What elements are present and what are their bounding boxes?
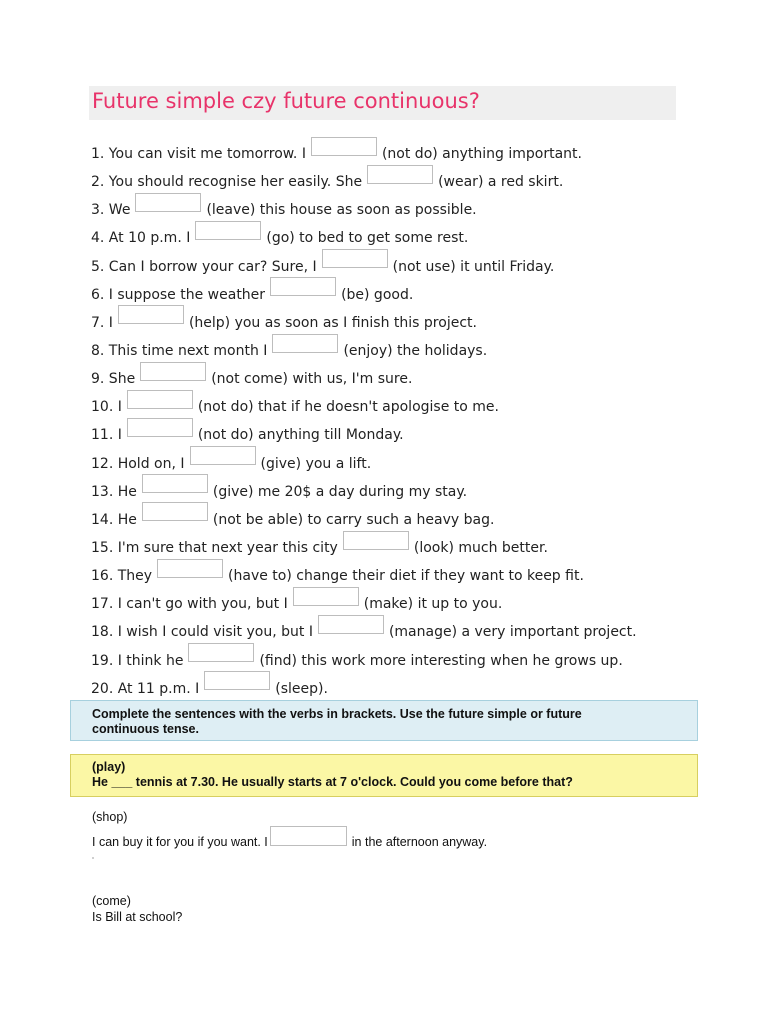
answer-gap[interactable] — [142, 474, 208, 493]
exercise-row — [91, 590, 731, 618]
exercise-text-before: 1. You can visit me tomorrow. I — [91, 146, 306, 163]
part2-before: I can buy it for you if you want. I — [92, 835, 268, 849]
exercise-text-after: (not do) anything important. — [381, 146, 582, 163]
exercise-row — [91, 224, 731, 252]
exercise-text-after: (sleep). — [275, 680, 328, 697]
exercise-text-after: (not use) it until Friday. — [392, 258, 555, 275]
part2-after: in the afternoon anyway. — [351, 835, 488, 849]
exercise-text-after: (not be able) to carry such a heavy bag. — [212, 511, 495, 528]
answer-gap[interactable] — [118, 305, 184, 324]
exercise-row — [91, 309, 731, 337]
exercise-text-after: (leave) this house as soon as possible. — [206, 202, 477, 219]
title-bar — [89, 86, 676, 120]
exercise-text-after: (not do) that if he doesn't apologise to me. — [197, 399, 499, 416]
exercise-text-after: (help) you as soon as I finish this project. — [188, 314, 477, 331]
example-sentence: He ___ tennis at 7.30. He usually starts at 7 o'clock. Could you come before that? — [92, 775, 573, 789]
exercise-text-before: 5. Can I borrow your car? Sure, I — [91, 258, 317, 275]
exercise-text-before: 13. He — [91, 483, 137, 500]
answer-gap[interactable] — [270, 277, 336, 296]
exercise-text-before: 14. He — [91, 511, 137, 528]
answer-gap[interactable] — [140, 362, 206, 381]
exercise-row — [91, 253, 731, 281]
exercise-text-before: 18. I wish I could visit you, but I — [91, 624, 313, 641]
example-verb: (play) — [92, 760, 126, 774]
exercise-text-after: (make) it up to you. — [363, 596, 503, 613]
answer-gap[interactable] — [135, 193, 201, 212]
stray-mark — [92, 857, 94, 859]
exercise-text-before: 12. Hold on, I — [91, 455, 185, 472]
instruction-box — [70, 700, 698, 741]
answer-gap[interactable] — [204, 671, 270, 690]
exercise-text-after: (give) me 20$ a day during my stay. — [212, 483, 468, 500]
exercise-row — [91, 618, 731, 646]
answer-gap[interactable] — [127, 418, 193, 437]
part2-sentence-come: Is Bill at school? — [92, 910, 183, 924]
exercise-row — [91, 196, 731, 224]
page-title: Future simple czy future continuous? — [92, 89, 480, 113]
answer-gap[interactable] — [142, 502, 208, 521]
answer-gap[interactable] — [127, 390, 193, 409]
answer-gap[interactable] — [367, 165, 433, 184]
answer-gap[interactable] — [270, 826, 347, 846]
exercise-row — [91, 562, 731, 590]
answer-gap[interactable] — [322, 249, 388, 268]
example-box — [70, 754, 698, 797]
answer-gap[interactable] — [195, 221, 261, 240]
exercise-row — [91, 506, 731, 534]
exercise-text-after: (manage) a very important project. — [388, 624, 637, 641]
exercise-text-after: (not do) anything till Monday. — [197, 427, 404, 444]
answer-gap[interactable] — [272, 334, 338, 353]
exercise-text-after: (have to) change their diet if they want to keep fit. — [228, 568, 584, 585]
exercise-text-before: 3. We — [91, 202, 131, 219]
exercise-text-after: (look) much better. — [413, 540, 548, 557]
exercise-text-before: 16. They — [91, 568, 153, 585]
exercise-row — [91, 281, 731, 309]
exercise-text-before: 7. I — [91, 314, 113, 331]
part2-verb-shop: (shop) — [92, 810, 128, 824]
answer-gap[interactable] — [188, 643, 254, 662]
part2-verb-come: (come) — [92, 894, 131, 908]
instruction-text: Complete the sentences with the verbs in brackets. Use the future simple or future continuous tense. — [92, 707, 582, 736]
exercise-text-before: 19. I think he — [91, 652, 184, 669]
exercise-text-before: 20. At 11 p.m. I — [91, 680, 200, 697]
answer-gap[interactable] — [318, 615, 384, 634]
exercise-text-before: 9. She — [91, 371, 136, 388]
exercise-text-before: 8. This time next month I — [91, 343, 268, 360]
answer-gap[interactable] — [311, 137, 377, 156]
exercise-text-after: (enjoy) the holidays. — [343, 343, 488, 360]
exercise-text-after: (not come) with us, I'm sure. — [211, 371, 413, 388]
exercise-text-before: 11. I — [91, 427, 122, 444]
answer-gap[interactable] — [293, 587, 359, 606]
exercise-text-before: 15. I'm sure that next year this city — [91, 540, 338, 557]
exercise-list — [91, 140, 731, 703]
exercise-text-before: 10. I — [91, 399, 122, 416]
answer-gap[interactable] — [157, 559, 223, 578]
exercise-text-before: 2. You should recognise her easily. She — [91, 174, 363, 191]
exercise-text-before: 6. I suppose the weather — [91, 286, 266, 303]
exercise-text-before: 4. At 10 p.m. I — [91, 230, 191, 247]
exercise-text-after: (go) to bed to get some rest. — [266, 230, 469, 247]
exercise-text-after: (wear) a red skirt. — [438, 174, 564, 191]
answer-gap[interactable] — [343, 531, 409, 550]
exercise-row — [91, 647, 731, 675]
exercise-text-after: (find) this work more interesting when he grows up. — [259, 652, 623, 669]
exercise-text-after: (be) good. — [341, 286, 414, 303]
exercise-text-after: (give) you a lift. — [260, 455, 372, 472]
answer-gap[interactable] — [190, 446, 256, 465]
exercise-row — [91, 421, 731, 449]
exercise-text-before: 17. I can't go with you, but I — [91, 596, 288, 613]
part2-sentence-shop — [92, 832, 487, 852]
exercise-row — [91, 675, 731, 703]
